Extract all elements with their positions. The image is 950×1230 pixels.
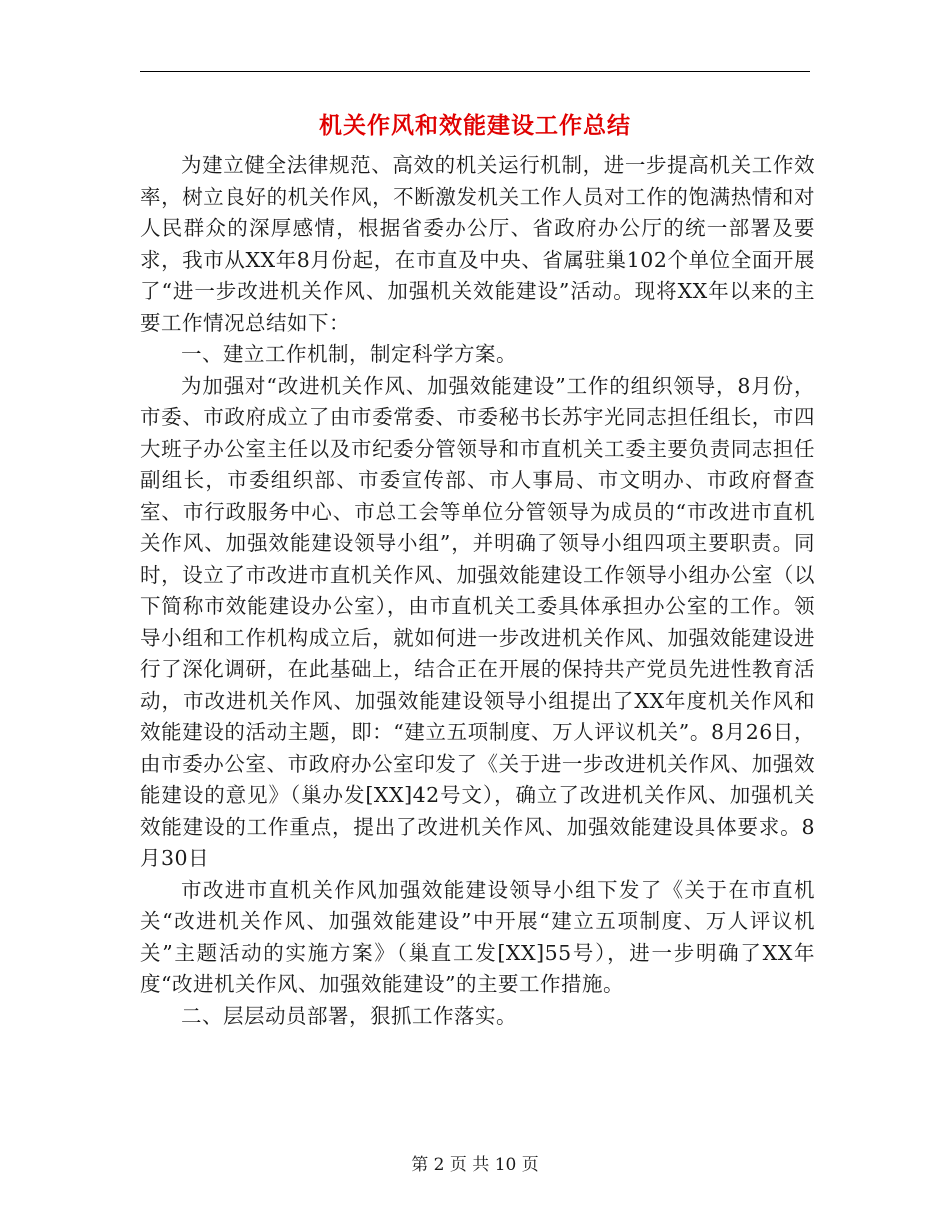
paragraph-implementation-plan: 市改进市直机关作风加强效能建设领导小组下发了《关于在市直机关“改进机关作风、加强效能建设”中开展“建立五项制度、万人评议机关”主题活动的实施方案》（巢直工发[XX]55号），进一步明确了XX年度“改进机关作风、加强效能建设”的主要工作措施。 [140,877,815,996]
section-heading-2: 二、层层动员部署，狠抓工作落实。 [181,1003,517,1028]
paragraph-intro: 为建立健全法律规范、高效的机关运行机制，进一步提高机关工作效率，树立良好的机关作风，不断激发机关工作人员对工作的饱满热情和对人民群众的深厚感情，根据省委办公厅、省政府办公厅的统一部署及要求，我市从XX年8月份起，在市直及中央、省属驻巢102个单位全面开展了“进一步改进机关作风、加强机关效能建设”活动。现将XX年以来的主要工作情况总结如下： [140,153,815,335]
paragraph-organization: 为加强对“改进机关作风、加强效能建设”工作的组织领导，8月份，市委、市政府成立了由市委常委、市委秘书长苏宇光同志担任组长，市四大班子办公室主任以及市纪委分管领导和市直机关工委主要负责同志担任副组长，市委组织部、市委宣传部、市人事局、市文明办、市政府督查室、市行政服务中心、市总工会等单位分管领导为成员的“市改进市直机关作风、加强效能建设领导小组”，并明确了领导小组四项主要职责。同时，设立了市改进市直机关作风、加强效能建设工作领导小组办公室（以下简称市效能建设办公室），由市直机关工委具体承担办公室的工作。领导小组和工作机构成立后，就如何进一步改进机关作风、加强效能建设进行了深化调研，在此基础上，结合正在开展的保持共产党员先进性教育活动，市改进机关作风、加强效能建设领导小组提出了XX年度机关作风和效能建设的活动主题，即：“建立五项制度、万人评议机关”。8月26日，由市委办公室、市政府办公室印发了《关于进一步改进机关作风、加强效能建设的意见》（巢办发[XX]42号文），确立了改进机关作风、加强机关效能建设的工作重点，提出了改进机关作风、加强效能建设具体要求。8月30日 [140,373,815,870]
section-heading-1: 一、建立工作机制，制定科学方案。 [181,342,517,366]
document-body [140,150,815,1032]
header-rule [140,71,810,72]
page-number: 第 2 页 共 10 页 [411,1155,539,1175]
document-title: 机关作风和效能建设工作总结 [319,112,631,139]
